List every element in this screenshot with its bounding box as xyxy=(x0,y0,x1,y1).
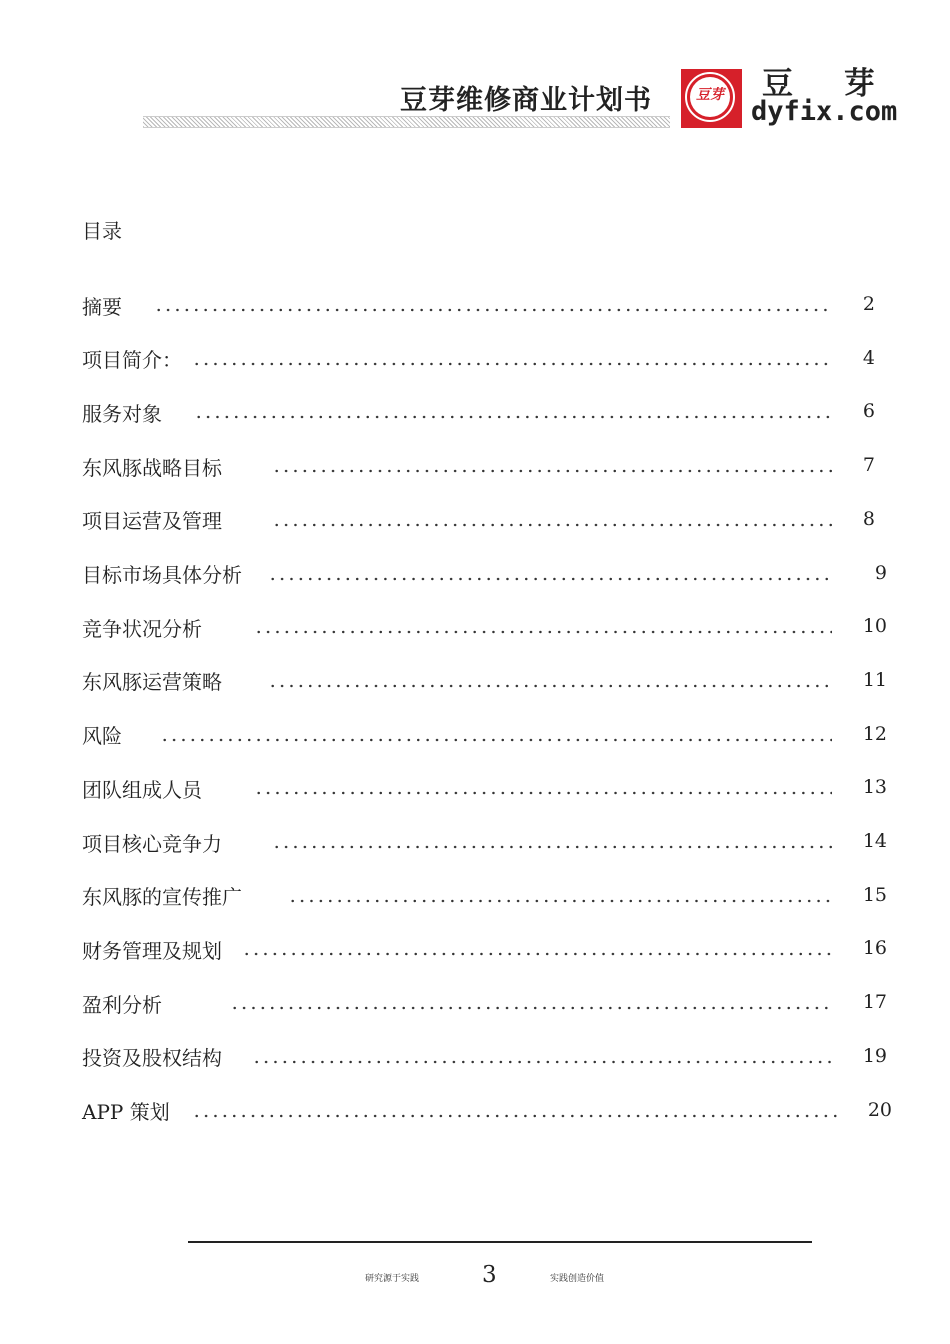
toc-entry-label: APP 策划 xyxy=(82,1100,170,1124)
toc-entry-page: 11 xyxy=(862,668,887,691)
toc-entry[interactable] xyxy=(82,934,892,964)
toc-entry-page: 13 xyxy=(862,776,887,799)
toc-entry[interactable] xyxy=(82,290,892,320)
toc-dot-leader xyxy=(230,1006,832,1010)
toc-dot-leader xyxy=(252,1060,832,1064)
toc-entry[interactable] xyxy=(82,559,892,589)
toc-entry[interactable] xyxy=(82,397,892,427)
toc-entry-label: 目标市场具体分析 xyxy=(82,563,242,587)
toc-entry[interactable] xyxy=(82,827,892,857)
toc-entry-page: 8 xyxy=(862,507,875,530)
toc-entry-page: 2 xyxy=(862,293,875,315)
toc-entry-page: 17 xyxy=(862,991,887,1014)
toc-dot-leader xyxy=(272,469,832,473)
toc-entry-page: 7 xyxy=(862,454,875,477)
toc-entry-label: 竞争状况分析 xyxy=(82,616,202,641)
toc-dot-leader xyxy=(154,308,832,312)
toc-entry[interactable] xyxy=(82,451,892,481)
toc-entry-label: 服务对象 xyxy=(82,401,162,426)
toc-entry-label: 团队组成人员 xyxy=(82,777,202,802)
toc-entry-page: 19 xyxy=(862,1044,887,1067)
toc-entry-label: 摘要 xyxy=(82,294,122,319)
toc-entry-label: 项目简介： xyxy=(82,348,182,373)
toc-dot-leader xyxy=(192,1114,840,1118)
logo-seal-text: 豆芽 xyxy=(696,87,724,103)
footer-left-text: 研究源于实践 xyxy=(365,1274,420,1284)
toc-entry-label: 项目运营及管理 xyxy=(82,509,222,534)
toc-entry-page: 15 xyxy=(862,883,887,906)
toc-entry-label: 投资及股权结构 xyxy=(82,1046,222,1071)
toc-entry-page: 9 xyxy=(874,561,887,584)
toc-entry-label: 项目核心竞争力 xyxy=(82,831,222,856)
toc-entry-label: 东风豚运营策略 xyxy=(82,670,222,695)
toc-entry-label: 东风豚战略目标 xyxy=(82,455,222,480)
toc-entry[interactable] xyxy=(82,773,892,803)
toc-dot-leader xyxy=(254,791,832,795)
toc-dot-leader xyxy=(288,899,832,903)
brand-url: dyfix.com xyxy=(751,96,898,127)
toc-entry-label: 东风豚的宣传推广 xyxy=(82,885,242,910)
toc-entry[interactable] xyxy=(82,505,892,535)
toc-entry[interactable] xyxy=(82,881,892,911)
toc-entry-page: 12 xyxy=(862,722,887,745)
toc-heading: 目录 xyxy=(82,219,122,243)
toc-entry[interactable] xyxy=(82,1096,892,1126)
toc-dot-leader xyxy=(268,684,832,688)
footer-rule xyxy=(188,1241,812,1243)
toc-entry-page: 6 xyxy=(862,400,875,423)
toc-dot-leader xyxy=(160,738,832,742)
toc-entry-page: 10 xyxy=(862,615,887,638)
toc-entry-label: 财务管理及规划 xyxy=(82,938,222,963)
toc-entry[interactable] xyxy=(82,344,892,374)
footer-right-text: 实践创造价值 xyxy=(550,1274,605,1284)
toc-entry-label: 盈利分析 xyxy=(82,992,162,1017)
toc-entry-page: 16 xyxy=(862,937,887,960)
toc-dot-leader xyxy=(194,415,832,419)
toc-dot-leader xyxy=(192,362,832,366)
toc-dot-leader xyxy=(268,577,832,581)
toc-dot-leader xyxy=(242,952,832,956)
toc-entry[interactable] xyxy=(82,720,892,750)
toc-dot-leader xyxy=(272,845,832,849)
toc-entry-label: 风险 xyxy=(82,724,122,749)
toc-dot-leader xyxy=(254,630,832,634)
toc-entry-page: 4 xyxy=(862,346,875,369)
brand-name: 豆 芽 xyxy=(762,66,895,102)
document-title: 豆芽维修商业计划书 xyxy=(400,85,652,116)
toc-dot-leader xyxy=(272,523,832,527)
toc-entry-page: 14 xyxy=(862,830,887,852)
header-hatch-bar xyxy=(143,116,670,128)
toc-entry[interactable] xyxy=(82,1042,892,1072)
toc-entry[interactable] xyxy=(82,666,892,696)
toc-entry-page: 20 xyxy=(867,1098,892,1121)
footer-page-number: 3 xyxy=(482,1262,497,1288)
toc-entry[interactable] xyxy=(82,612,892,642)
toc-entry[interactable] xyxy=(82,988,892,1018)
